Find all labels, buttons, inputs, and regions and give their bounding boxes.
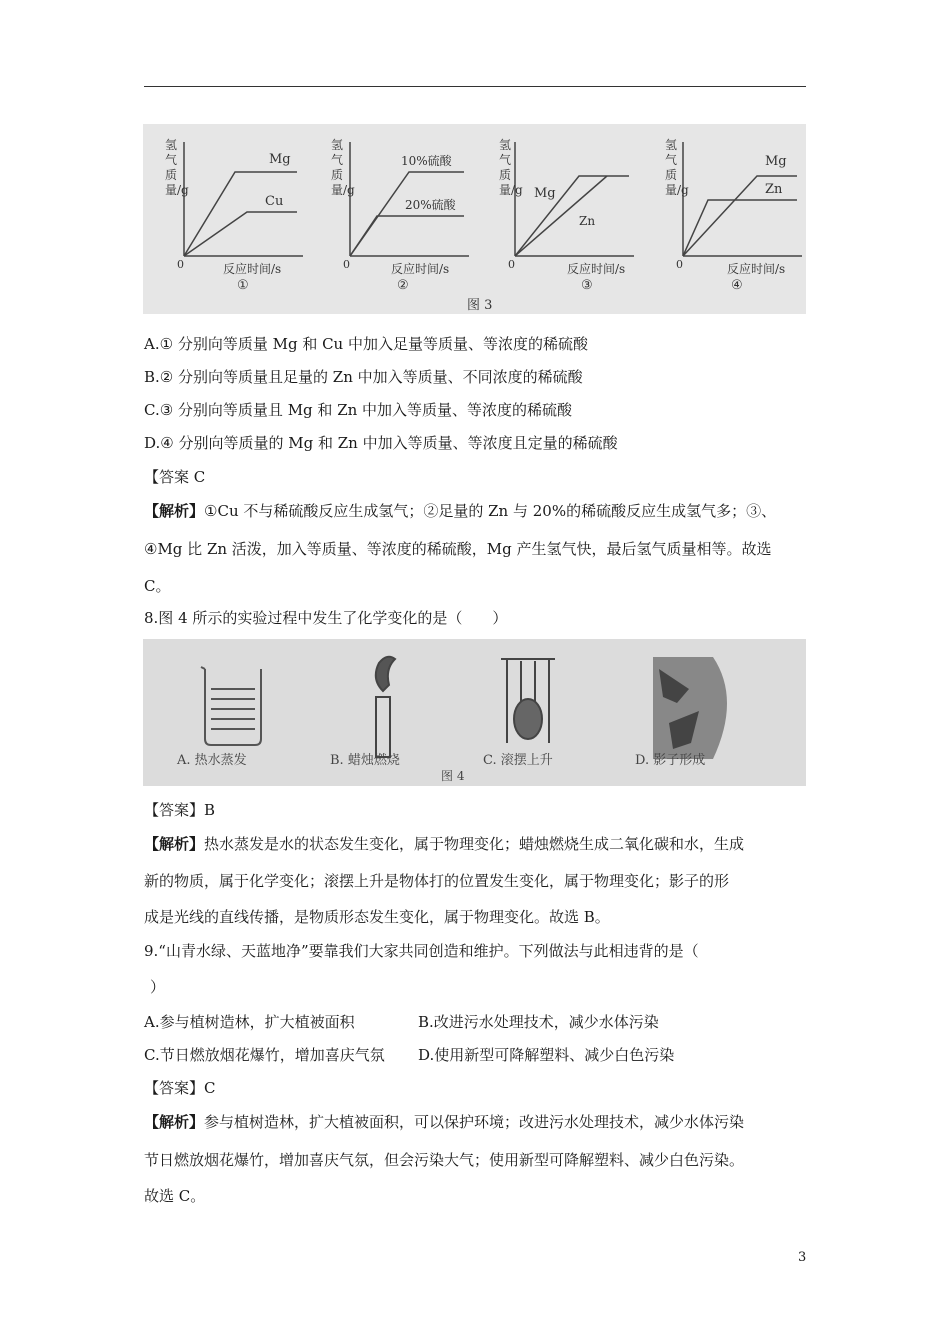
y-axis-label: 氢气质量/g: [499, 138, 523, 197]
x-axis-label: 反应时间/s: [223, 262, 282, 276]
figure-4-label-a: A. 热水蒸发: [177, 753, 247, 768]
q9-option-d: D.使用新型可降解塑料、减少白色污染: [418, 1046, 675, 1064]
x-axis-label: 反应时间/s: [391, 262, 450, 276]
q9-analysis-line-3: 故选 C。: [144, 1187, 206, 1205]
q9-answer: 【答案】C: [144, 1079, 216, 1097]
figure-4-label-c: C. 滚摆上升: [483, 753, 553, 768]
x-axis-label: 反应时间/s: [727, 262, 786, 276]
x-axis-label: 反应时间/s: [567, 262, 626, 276]
q8-question: 8.图 4 所示的实验过程中发生了化学变化的是（ ）: [144, 609, 508, 627]
pendulum-illustration: [501, 659, 555, 743]
curve-label: Zn: [765, 182, 783, 197]
q9-analysis-line-2: 节日燃放烟花爆竹，增加喜庆气氛，但会污染大气；使用新型可降解塑料、减少白色污染。: [144, 1151, 745, 1169]
origin-label: 0: [508, 258, 515, 271]
curve-label: Cu: [265, 194, 284, 209]
q8-answer: 【答案】B: [144, 801, 216, 819]
q9-question-line-2: ）: [150, 978, 166, 996]
candle-illustration: [376, 657, 395, 757]
q7-answer: 【答案 C: [144, 468, 206, 486]
y-axis-label: 氢气质量/g: [331, 138, 355, 197]
curve-label: Mg: [765, 154, 787, 169]
y-axis-label: 氢气质量/g: [165, 138, 189, 197]
q7-analysis-line-1: [144, 501, 776, 521]
figure-caption: 图 3: [467, 298, 493, 313]
q8-analysis-line-2: 新的物质，属于化学变化；滚摆上升是物体打的位置发生变化，属于物理变化；影子的形: [144, 872, 730, 890]
figure-4: [143, 639, 806, 786]
q8-analysis-line-1: [144, 834, 744, 854]
analysis-text: 热水蒸发是水的状态发生变化，属于物理变化；蜡烛燃烧生成二氧化碳和水，生成: [204, 835, 745, 853]
q7-analysis-line-2: ④Mg 比 Zn 活泼，加入等质量、等浓度的稀硫酸，Mg 产生氢气快，最后氢气质量相等。故选: [144, 540, 772, 558]
q7-option-c: C.③ 分别向等质量且 Mg 和 Zn 中加入等质量、等浓度的稀硫酸: [144, 401, 573, 419]
q7-option-d: D.④ 分别向等质量的 Mg 和 Zn 中加入等质量、等浓度且定量的稀硫酸: [144, 434, 618, 452]
analysis-tag: 【解析】: [144, 1113, 205, 1131]
y-axis-label: 氢气质量/g: [665, 138, 689, 197]
q7-option-b: B.② 分别向等质量且足量的 Zn 中加入等质量、不同浓度的稀硫酸: [144, 368, 583, 386]
figure-3: [143, 124, 806, 314]
panel-number: ③: [581, 278, 593, 293]
analysis-text: 参与植树造林，扩大植被面积，可以保护环境；改进污水处理技术，减少水体污染: [204, 1113, 745, 1131]
q9-option-c: C.节日燃放烟花爆竹，增加喜庆气氛: [144, 1046, 385, 1064]
header-rule: [144, 86, 806, 87]
origin-label: 0: [343, 258, 350, 271]
panel-number: ①: [237, 278, 249, 293]
shadow-illustration: [653, 657, 727, 759]
q9-option-b: B.改进污水处理技术，减少水体污染: [418, 1013, 659, 1031]
q7-analysis-line-3: C。: [144, 577, 171, 595]
analysis-text: ①Cu 不与稀硫酸反应生成氢气；②足量的 Zn 与 20%的稀硫酸反应生成氢气多；③、: [204, 502, 777, 520]
q9-option-a: A.参与植树造林，扩大植被面积: [144, 1013, 355, 1031]
curve-label: Zn: [579, 214, 596, 228]
q8-analysis-line-3: 成是光线的直线传播，是物质形态发生变化，属于物理变化。故选 B。: [144, 908, 610, 926]
q7-option-a: A.① 分别向等质量 Mg 和 Cu 中加入足量等质量、等浓度的稀硫酸: [144, 335, 588, 353]
analysis-tag: 【解析】: [144, 502, 205, 520]
page-number: 3: [798, 1250, 807, 1265]
curve-label: Mg: [534, 186, 556, 201]
origin-label: 0: [676, 258, 683, 271]
curve-label: Mg: [269, 152, 291, 167]
analysis-tag: 【解析】: [144, 835, 205, 853]
figure-4-label-b: B. 蜡烛燃烧: [330, 753, 400, 768]
figure-4-label-d: D. 影子形成: [635, 753, 706, 768]
origin-label: 0: [177, 258, 184, 271]
beaker-illustration: [201, 667, 261, 745]
panel-number: ④: [731, 278, 743, 293]
q9-question-line-1: 9.“山青水绿、天蓝地净”要靠我们大家共同创造和维护。下列做法与此相违背的是（: [144, 942, 699, 960]
figure-caption: 图 4: [441, 769, 465, 783]
curve-label: 20%硫酸: [405, 198, 456, 212]
curve-label: 10%硫酸: [401, 154, 452, 168]
q9-analysis-line-1: [144, 1112, 744, 1132]
panel-3-chart: [515, 142, 634, 256]
panel-number: ②: [397, 278, 409, 293]
